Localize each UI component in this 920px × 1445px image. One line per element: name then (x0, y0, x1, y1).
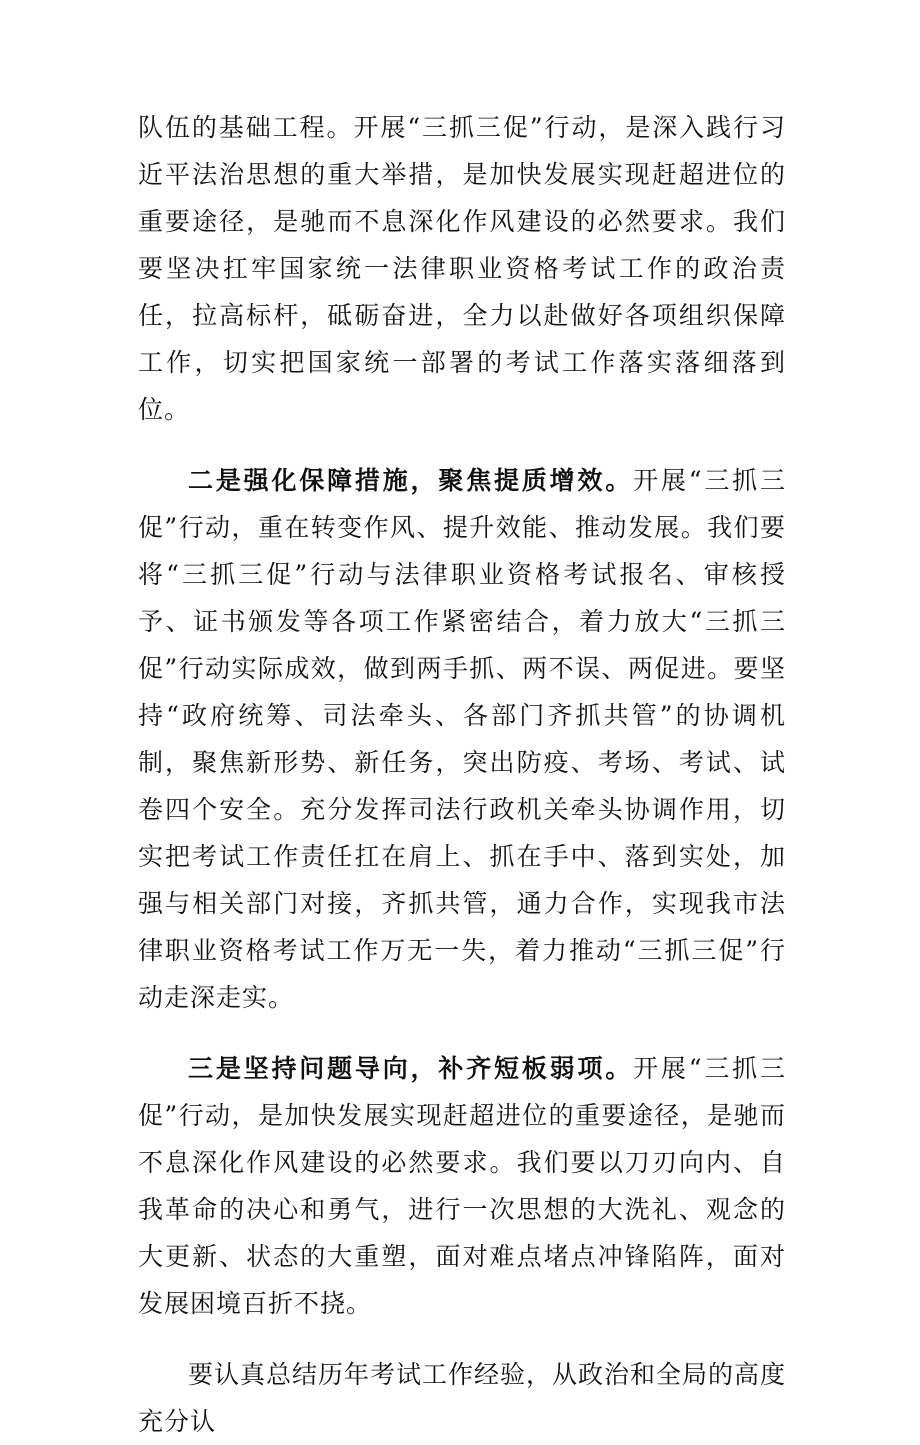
paragraph-3-text: 开展“三抓三促”行动，是加快发展实现赶超进位的重要途径，是驰而不息深化作风建设的必然要求。我们要以刀刃向内、自我革命的决心和勇气，进行一次思想的大洗礼、观念的大更新、状态的大重塑，面对难点堵点冲锋陷阵，面对发展困境百折不挠。 (138, 1054, 786, 1318)
paragraph-2 (138, 457, 786, 1021)
paragraph-1-text: 队伍的基础工程。开展“三抓三促”行动，是深入践行习近平法治思想的重大举措，是加快发展实现赶超进位的重要途径，是驰而不息深化作风建设的必然要求。我们要坚决扛牢国家统一法律职业资格考试工作的政治责任，拉高标杆，砥砺奋进，全力以赴做好各项组织保障工作，切实把国家统一部署的考试工作落实落细落到位。 (138, 113, 786, 424)
paragraph-4-text: 要认真总结历年考试工作经验，从政治和全局的高度充分认 (138, 1360, 787, 1436)
paragraph-3 (138, 1045, 786, 1327)
paragraph-1 (138, 104, 786, 433)
paragraph-2-text: 开展“三抓三促”行动，重在转变作风、提升效能、推动发展。我们要将“三抓三促”行动与法律职业资格考试报名、审核授予、证书颁发等各项工作紧密结合，着力放大“三抓三促”行动实际成效，做到两手抓、两不误、两促进。要坚持“政府统筹、司法牵头、各部门齐抓共管”的协调机制，聚焦新形势、新任务，突出防疫、考场、考试、试卷四个安全。充分发挥司法行政机关牵头协调作用，切实把考试工作责任扛在肩上、抓在手中、落到实处，加强与相关部门对接，齐抓共管，通力合作，实现我市法律职业资格考试工作万无一失，着力推动“三抓三促”行动走深走实。 (138, 466, 786, 1012)
paragraph-2-heading: 二是强化保障措施，聚焦提质增效。 (188, 466, 634, 495)
document-body (138, 104, 786, 1445)
paragraph-4 (138, 1351, 786, 1445)
paragraph-3-heading: 三是坚持问题导向，补齐短板弱项。 (188, 1054, 634, 1083)
